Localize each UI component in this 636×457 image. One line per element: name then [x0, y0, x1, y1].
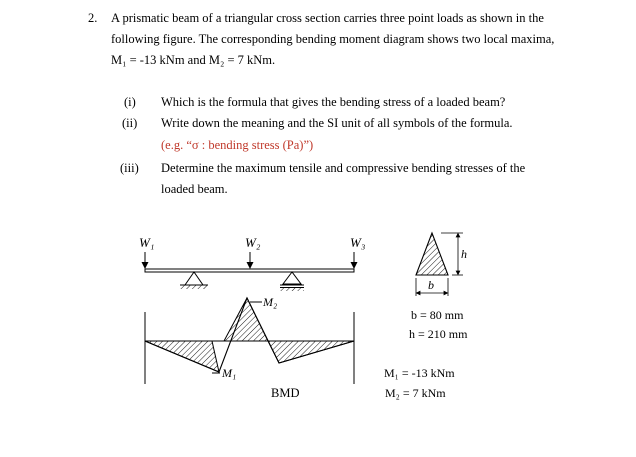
part-ii-number: (ii)	[122, 116, 138, 130]
load-w3-label: W₃	[350, 235, 366, 250]
question-number: 2.	[88, 11, 98, 25]
beam	[145, 269, 354, 272]
pin-support	[180, 272, 208, 289]
h-value: h = 210 mm	[409, 327, 468, 341]
b-symbol: b	[428, 278, 434, 292]
load-w1-arrow	[142, 252, 149, 269]
load-w3-arrow	[351, 252, 358, 269]
question-line-3: M₁ = -13 kNm and M₂ = 7 kNm.	[111, 53, 276, 67]
load-w1-label: W₁	[139, 235, 155, 250]
h-symbol: h	[461, 247, 467, 261]
triangle-cross-section	[416, 233, 448, 275]
part-i-number: (i)	[124, 95, 136, 109]
m2-label: M₂	[263, 295, 278, 309]
m1-label: M₁	[222, 366, 237, 380]
question-line-2: following figure. The corresponding bending moment diagram shows two local maxima,	[111, 32, 555, 46]
bmd-label: BMD	[271, 386, 300, 400]
question-line-1: A prismatic beam of a triangular cross section carries three point loads as shown in the	[111, 11, 544, 25]
load-w2-arrow	[247, 252, 254, 269]
part-iii-number: (iii)	[120, 161, 139, 175]
m1-value: M₁ = -13 kNm	[384, 366, 455, 380]
part-ii-example: (e.g. “σ : bending stress (Pa)”)	[161, 138, 314, 152]
roller-support	[280, 272, 304, 291]
part-ii-text: Write down the meaning and the SI unit of all symbols of the formula.	[161, 116, 513, 130]
b-value: b = 80 mm	[411, 308, 464, 322]
m2-value: M₂ = 7 kNm	[385, 386, 446, 400]
bmd-positive-region	[224, 298, 268, 341]
part-iii-text: Determine the maximum tensile and compressive bending stresses of the	[161, 161, 526, 175]
load-w2-label: W₂	[245, 235, 261, 250]
part-i-text: Which is the formula that gives the bending stress of a loaded beam?	[161, 95, 506, 109]
part-iii-text-2: loaded beam.	[161, 182, 228, 196]
